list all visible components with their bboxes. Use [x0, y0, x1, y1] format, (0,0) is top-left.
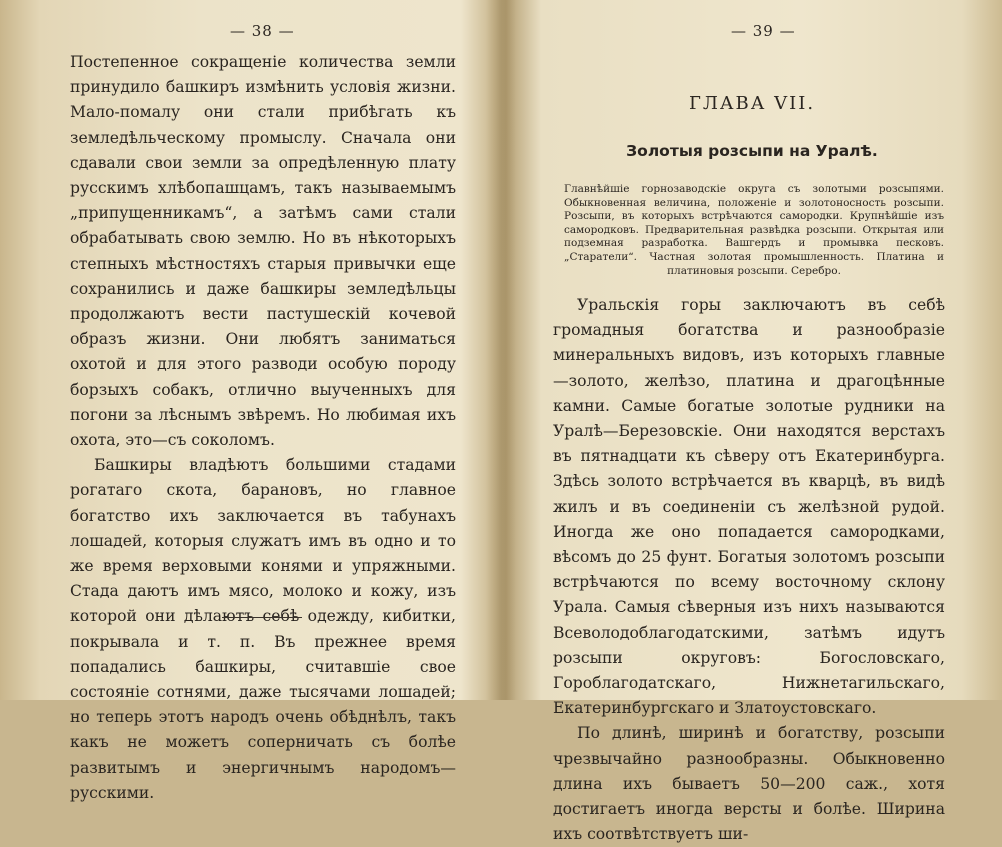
paragraph: Уральскія горы заключаютъ въ себѣ громадныя богатства и разнообразіе минеральныхъ видовъ, изъ которыхъ главные—золото, желѣзо, платина и драгоцѣнные камни. Самые богатые золотые рудники на Уралѣ—Березовскіе. Они находятся верстахъ въ пятнадцати къ сѣверу отъ Екатеринбурга. Здѣсь золото встрѣчается въ кварцѣ, въ видѣ жилъ и въ соединеніи съ желѣзной рудой. Иногда же оно попадается самородками, вѣсомъ до 25 фунт. Богатыя золотомъ розсыпи встрѣчаются по всему восточному склону Урала. Самыя сѣверныя изъ нихъ называются Всеволодоблагодатскими, затѣмъ идутъ розсыпи округовъ: Богословскаго, Гороблагодатскаго, Нижнетагильскаго, Екатеринбургскаго и Златоустовскаго.: [553, 296, 945, 718]
right-page: [501, 0, 1002, 844]
paragraph: Постепенное сокращеніе количества земли принудило башкиръ измѣнить условія жизни. Мало-помалу они стали прибѣгать къ земледѣльческому промыслу. Сначала они сдавали свои земли за опредѣленную плату русскимъ хлѣбопашцамъ, такъ называемымъ „припущенникамъ“, а затѣмъ сами стали обрабатывать свою землю. Но въ нѣкоторыхъ степныхъ мѣстностяхъ старыя привычки еще сохранились и даже башкиры земледѣльцы продолжаютъ вести пастушескій кочевой образъ жизни. Они любятъ заниматься охотой и для этого разводи особую породу борзыхъ собакъ, отлично выученныхъ для погони за лѣснымъ звѣремъ. Но любимая ихъ охота, это—съ соколомъ.: [70, 53, 456, 450]
paragraph: Башкиры владѣютъ большими стадами рогатаго скота, барановъ, но главное богатство ихъ заключается въ табунахъ лошадей, которыя служатъ имъ въ одно и то же время верховыми конями и упряжными. Стада даютъ имъ мясо, молоко и кожу, изъ которой они дѣлаютъ себѣ одежду, кибитки, покрывала и т. п. Въ прежнее время попадались башкиры, считавшіе свое состояніе сотнями, даже тысячами лошадей; но теперь этотъ народъ очень обѣднѣлъ, такъ какъ не можетъ соперничать съ болѣе развитымъ и энергичнымъ народомъ—русскими.: [70, 456, 456, 802]
end-rule: [222, 617, 302, 618]
right-page-text: [553, 293, 945, 847]
paragraph: По длинѣ, ширинѣ и богатству, розсыпи чрезвычайно разнообразны. Обыкновенно длина ихъ бываетъ 50—200 саж., хотя достигаетъ иногда версты и болѣе. Ширина ихъ соотвѣтствуетъ ши-: [553, 724, 945, 844]
chapter-heading: ГЛАВА VII.: [688, 93, 816, 114]
chapter-summary: Главнѣйшіе горнозаводскіе округа съ золотыми розсыпями. Обыкновенная величина, положеніе и золотоносность розсыпи. Розсыпи, въ которыхъ встрѣчаются самородки. Крупнѣйшіе изъ самородковъ. Предварительная развѣдка розсыпи. Открытая или подземная разработка. Вашгердъ и промывка песковъ. „Старатели“. Частная золотая промышленность. Платина и платиновыя розсыпи. Серебро.: [564, 183, 944, 277]
left-page: [0, 0, 501, 802]
left-page-text: [70, 50, 456, 806]
chapter-title: Золотыя розсыпи на Уралѣ.: [626, 142, 878, 160]
page-number-left: — 38 —: [230, 22, 295, 40]
page-number-right: — 39 —: [731, 22, 796, 40]
